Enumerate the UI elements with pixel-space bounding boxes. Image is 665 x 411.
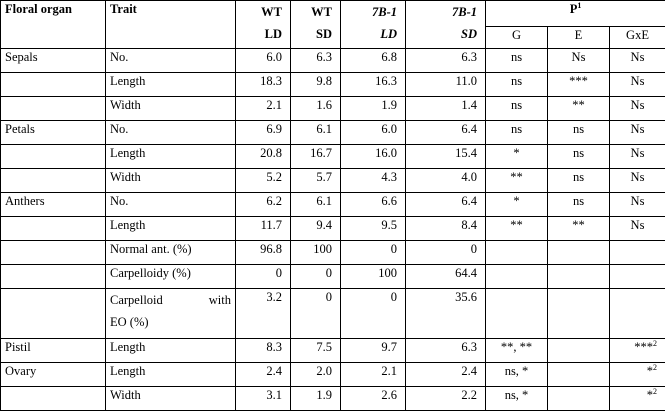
- value-cell: 11.7: [236, 217, 291, 241]
- g-cell: **, **: [486, 339, 548, 363]
- e-cell: **: [548, 217, 610, 241]
- value-cell: 3.2: [236, 289, 291, 339]
- trait-cell: Length: [106, 217, 236, 241]
- e-cell: [548, 339, 610, 363]
- g-cell: **: [486, 169, 548, 193]
- trait-cell: No.: [106, 121, 236, 145]
- g-cell: *: [486, 193, 548, 217]
- trait-cell: Length: [106, 363, 236, 387]
- g-cell: **: [486, 217, 548, 241]
- e-cell: ns: [548, 193, 610, 217]
- organ-cell: Pistil: [1, 339, 106, 363]
- value-cell: 6.2: [236, 193, 291, 217]
- value-cell: 7.5: [291, 339, 341, 363]
- value-cell: 2.0: [291, 363, 341, 387]
- value-cell: 11.0: [406, 73, 486, 97]
- header-wt-sd: WT SD: [291, 1, 341, 49]
- table-row: [1, 339, 665, 363]
- value-cell: 9.7: [341, 339, 406, 363]
- gxe-cell: Ns: [610, 73, 665, 97]
- trait-cell: Carpelloid with EO (%): [106, 289, 236, 339]
- g-cell: [486, 289, 548, 339]
- organ-cell: [1, 145, 106, 169]
- value-cell: 6.4: [406, 121, 486, 145]
- g-cell: ns: [486, 49, 548, 73]
- value-cell: 35.6: [406, 289, 486, 339]
- g-cell: ns: [486, 97, 548, 121]
- e-cell: [548, 363, 610, 387]
- value-cell: 16.3: [341, 73, 406, 97]
- value-cell: 2.4: [236, 363, 291, 387]
- value-cell: 100: [291, 241, 341, 265]
- value-cell: 4.0: [406, 169, 486, 193]
- gxe-cell: Ns: [610, 145, 665, 169]
- e-cell: [548, 241, 610, 265]
- value-cell: 8.3: [236, 339, 291, 363]
- g-cell: *: [486, 145, 548, 169]
- gxe-cell: Ns: [610, 217, 665, 241]
- header-7b1-sd: 7B-1 SD: [406, 1, 486, 49]
- gxe-cell: Ns: [610, 193, 665, 217]
- value-cell: 16.0: [341, 145, 406, 169]
- e-cell: [548, 289, 610, 339]
- value-cell: 16.7: [291, 145, 341, 169]
- value-cell: 6.0: [341, 121, 406, 145]
- value-cell: 6.1: [291, 193, 341, 217]
- value-cell: 6.0: [236, 49, 291, 73]
- value-cell: 1.9: [341, 97, 406, 121]
- header-gxe: GxE: [610, 27, 665, 49]
- table-row: [1, 217, 665, 241]
- table-row: [1, 363, 665, 387]
- gxe-cell: Ns: [610, 169, 665, 193]
- gxe-cell: Ns: [610, 49, 665, 73]
- organ-cell: [1, 289, 106, 339]
- e-cell: [548, 265, 610, 289]
- trait-cell: Width: [106, 387, 236, 411]
- organ-cell: [1, 73, 106, 97]
- gxe-cell: *$^2$: [610, 387, 665, 411]
- gxe-cell: [610, 265, 665, 289]
- header-floral-organ: Floral organ: [1, 1, 106, 49]
- trait-cell: Carpelloidy (%): [106, 265, 236, 289]
- table-row: [1, 97, 665, 121]
- value-cell: 6.4: [406, 193, 486, 217]
- value-cell: 18.3: [236, 73, 291, 97]
- organ-cell: [1, 387, 106, 411]
- trait-cell: Width: [106, 169, 236, 193]
- table-row: [1, 73, 665, 97]
- g-cell: ns: [486, 121, 548, 145]
- header-e: E: [548, 27, 610, 49]
- trait-cell: Width: [106, 97, 236, 121]
- gxe-cell: [610, 289, 665, 339]
- g-cell: ns, *: [486, 363, 548, 387]
- value-cell: 15.4: [406, 145, 486, 169]
- value-cell: 1.6: [291, 97, 341, 121]
- g-cell: [486, 241, 548, 265]
- e-cell: [548, 387, 610, 411]
- trait-cell: No.: [106, 49, 236, 73]
- organ-cell: [1, 241, 106, 265]
- table-row: [1, 145, 665, 169]
- value-cell: 8.4: [406, 217, 486, 241]
- g-cell: ns, *: [486, 387, 548, 411]
- value-cell: 2.1: [341, 363, 406, 387]
- header-trait: Trait: [106, 1, 236, 49]
- value-cell: 0: [406, 241, 486, 265]
- organ-cell: Petals: [1, 121, 106, 145]
- header-wt-ld: WT LD: [236, 1, 291, 49]
- table-row: [1, 49, 665, 73]
- value-cell: 5.2: [236, 169, 291, 193]
- g-cell: [486, 265, 548, 289]
- value-cell: 100: [341, 265, 406, 289]
- value-cell: 9.8: [291, 73, 341, 97]
- gxe-cell: Ns: [610, 97, 665, 121]
- header-row-1: [1, 1, 665, 27]
- table-row: [1, 387, 665, 411]
- organ-cell: Ovary: [1, 363, 106, 387]
- value-cell: 6.1: [291, 121, 341, 145]
- table-row: [1, 121, 665, 145]
- trait-cell: Normal ant. (%): [106, 241, 236, 265]
- trait-cell: Length: [106, 73, 236, 97]
- value-cell: 0: [291, 289, 341, 339]
- value-cell: 0: [291, 265, 341, 289]
- e-cell: ns: [548, 145, 610, 169]
- value-cell: 6.8: [341, 49, 406, 73]
- organ-cell: Anthers: [1, 193, 106, 217]
- table-row: [1, 265, 665, 289]
- e-cell: Ns: [548, 49, 610, 73]
- value-cell: 1.9: [291, 387, 341, 411]
- value-cell: 0: [341, 241, 406, 265]
- value-cell: 6.3: [406, 339, 486, 363]
- trait-cell: Length: [106, 145, 236, 169]
- organ-cell: [1, 217, 106, 241]
- value-cell: 20.8: [236, 145, 291, 169]
- header-g: G: [486, 27, 548, 49]
- value-cell: 6.3: [406, 49, 486, 73]
- value-cell: 96.8: [236, 241, 291, 265]
- value-cell: 1.4: [406, 97, 486, 121]
- value-cell: 9.5: [341, 217, 406, 241]
- e-cell: ns: [548, 169, 610, 193]
- value-cell: 9.4: [291, 217, 341, 241]
- trait-cell: No.: [106, 193, 236, 217]
- organ-cell: [1, 97, 106, 121]
- value-cell: 6.9: [236, 121, 291, 145]
- table-row: [1, 193, 665, 217]
- trait-cell: Length: [106, 339, 236, 363]
- e-cell: ns: [548, 121, 610, 145]
- value-cell: 4.3: [341, 169, 406, 193]
- value-cell: 5.7: [291, 169, 341, 193]
- gxe-cell: [610, 241, 665, 265]
- e-cell: ***: [548, 73, 610, 97]
- organ-cell: [1, 169, 106, 193]
- table-row: [1, 169, 665, 193]
- gxe-cell: *$^2$: [610, 363, 665, 387]
- header-p-value: $P^1$: [486, 1, 665, 27]
- value-cell: 64.4: [406, 265, 486, 289]
- value-cell: 6.6: [341, 193, 406, 217]
- table-row: [1, 241, 665, 265]
- gxe-cell: Ns: [610, 121, 665, 145]
- e-cell: **: [548, 97, 610, 121]
- value-cell: 2.1: [236, 97, 291, 121]
- table-row: [1, 289, 665, 339]
- organ-cell: [1, 265, 106, 289]
- value-cell: 0: [236, 265, 291, 289]
- header-7b1-ld: 7B-1 LD: [341, 1, 406, 49]
- organ-cell: Sepals: [1, 49, 106, 73]
- value-cell: 2.4: [406, 363, 486, 387]
- value-cell: 0: [341, 289, 406, 339]
- value-cell: 3.1: [236, 387, 291, 411]
- g-cell: ns: [486, 73, 548, 97]
- value-cell: 6.3: [291, 49, 341, 73]
- gxe-cell: ***$^2$: [610, 339, 665, 363]
- value-cell: 2.6: [341, 387, 406, 411]
- value-cell: 2.2: [406, 387, 486, 411]
